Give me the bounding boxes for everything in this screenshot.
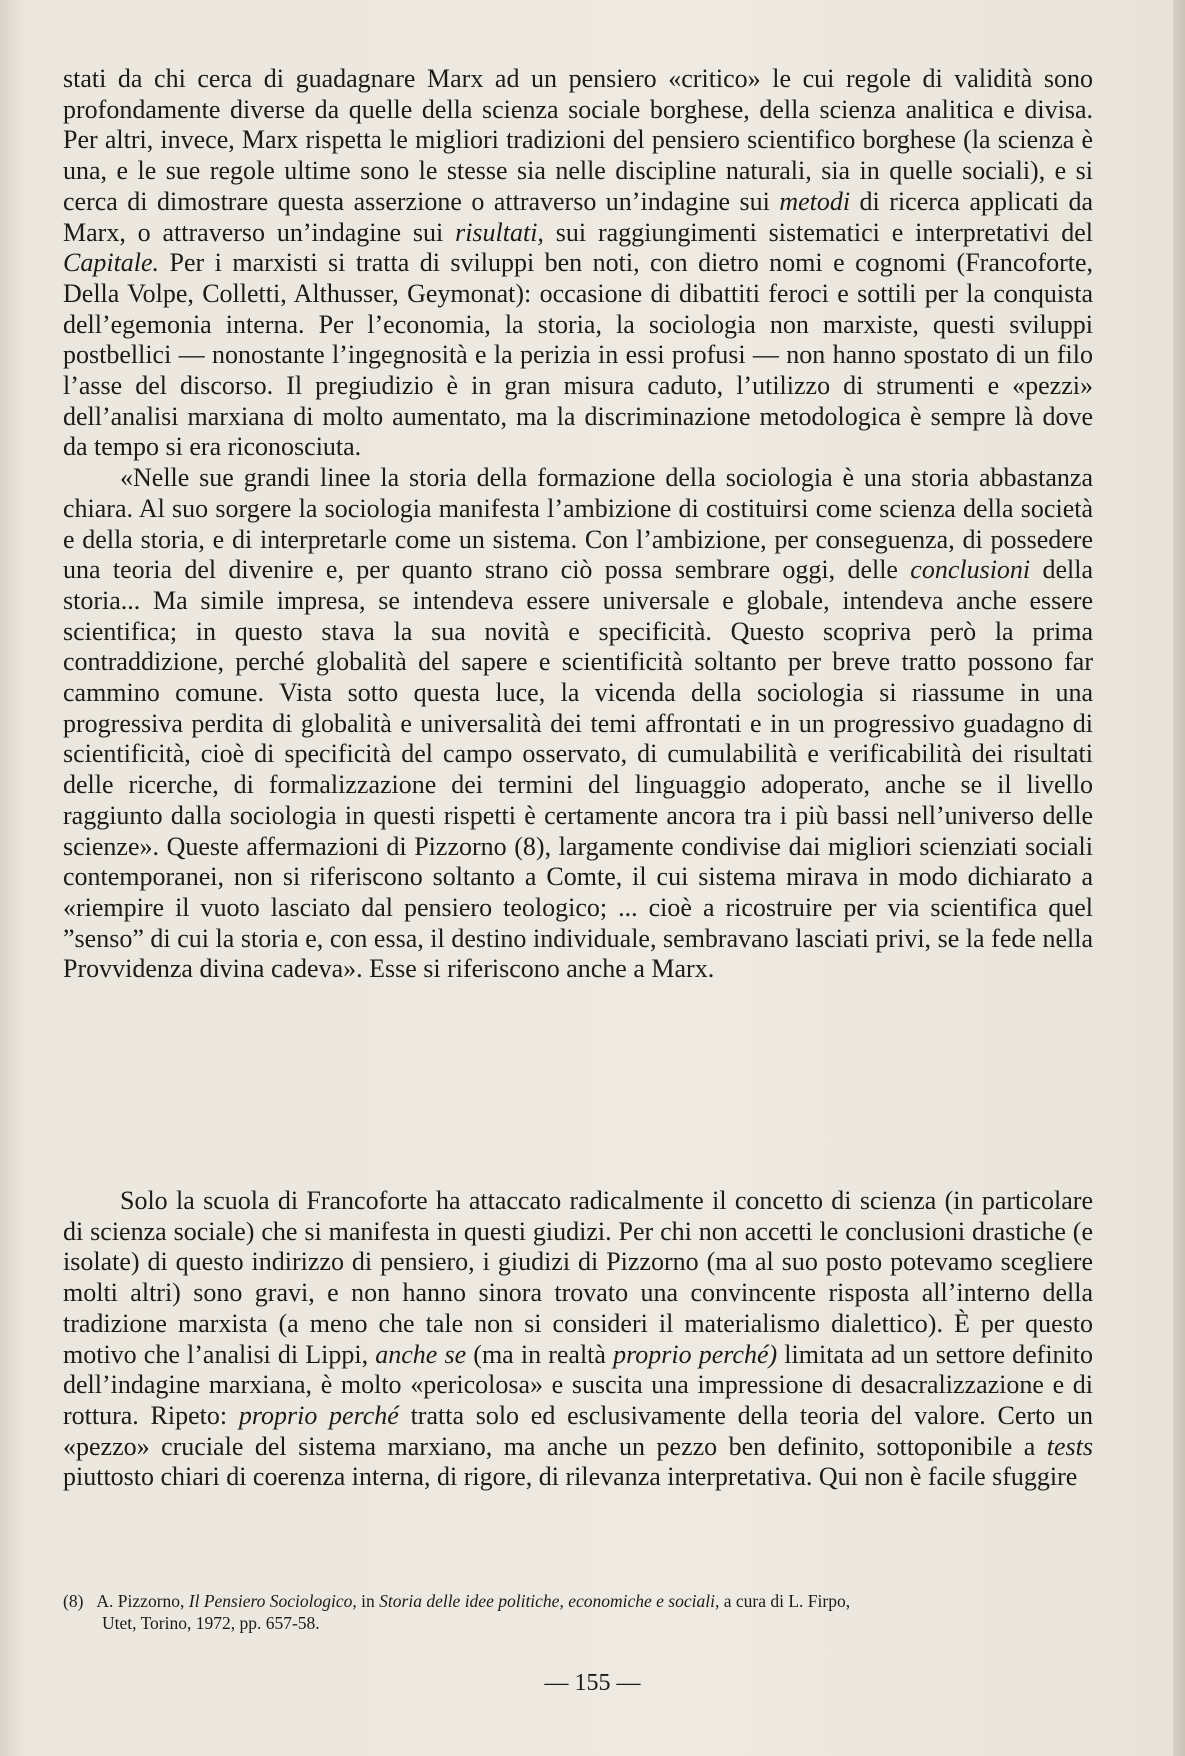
footnote-number: (8): [63, 1591, 84, 1611]
paragraph-2: «Nelle sue grandi linee la storia della formazione della sociologia è una storia abbastanza chiara. Al suo sorgere la sociologia manifesta l’ambizione di costituirsi come scienza della società e della storia, e di interpretarle come un sistema. Con l’ambizione, per conseguenza, di possedere una teoria del divenire e, per quanto strano ciò possa sembrare oggi, delle conclusioni della storia... Ma simile impresa, se intendeva essere universale e globale, intendeva anche essere scientifica; in questo stava la sua novità e specificità. Questo scopriva però la prima contraddizione, perché globalità del sapere e scientificità soltanto per breve tratto possono far cammino comune. Vista sotto questa luce, la vicenda della sociologia si riassume in una progressiva perdita di globalità e universalità dei temi affrontati e in un progressivo guadagno di scientificità, cioè di specificità del campo osservato, di cumulabilità e verificabilità dei risultati delle ricerche, di formalizzazione dei termini del linguaggio adoperato, anche se il livello raggiunto dalla sociologia in questi rispetti è certamente ancora tra i più bassi nell’universo delle scienze». Queste affermazioni di Pizzorno (8), largamente condivise dai migliori scienziati sociali contemporanei, non si riferiscono soltanto a Comte, il cui sistema mirava in modo dichiarato a «riempire il vuoto lasciato dal pensiero teologico; ... cioè a ricostruire per via scientifica quel ”senso” di cui la storia e, con essa, il destino individuale, sembravano lasciati privi, se la fede nella Provvidenza divina cadeva». Esse si riferiscono anche a Marx.: [63, 463, 1093, 984]
main-text-block-2: [63, 1186, 1093, 1493]
page-edge: [1173, 0, 1185, 1756]
paragraph-1: stati da chi cerca di guadagnare Marx ad un pensiero «critico» le cui regole di validità sono profondamente diverse da quelle della scienza sociale borghese, della scienza analitica e divisa. Per altri, invece, Marx rispetta le migliori tradizioni del pensiero scientifico borghese (la scienza è una, e le sue regole ultime sono le stesse sia nelle discipline naturali, sia in quelle sociali), e si cerca di dimostrare questa asserzione o attraverso un’indagine sui metodi di ricerca applicati da Marx, o attraverso un’indagine sui risultati, sui raggiungimenti sistematici e interpretativi del Capitale. Per i marxisti si tratta di sviluppi ben noti, con dietro nomi e cognomi (Francoforte, Della Volpe, Colletti, Althusser, Geymonat): occasione di dibattiti feroci e sottili per la conquista dell’egemonia interna. Per l’economia, la storia, la sociologia non marxiste, questi sviluppi postbellici — nonostante l’ingegnosità e la perizia in essi profusi — non hanno spostato di un filo l’asse del discorso. Il pregiudizio è in gran misura caduto, l’utilizzo di strumenti e «pezzi» dell’analisi marxiana di molto aumentato, ma la discriminazione metodologica è sempre là dove da tempo si era riconosciuta.: [63, 64, 1093, 462]
paragraph-3: Solo la scuola di Francoforte ha attaccato radicalmente il concetto di scienza (in particolare di scienza sociale) che si manifesta in questi giudizi. Per chi non accetti le conclusioni drastiche (e isolate) di questo indirizzo di pensiero, i giudizi di Pizzorno (ma al suo posto potevamo scegliere molti altri) sono gravi, e non hanno sinora trovato una convincente risposta all’interno della tradizione marxista (a meno che tale non si consideri il materialismo dialettico). È per questo motivo che l’analisi di Lippi, anche se (ma in realtà proprio perché) limitata ad un settore definito dell’indagine marxiana, è molto «pericolosa» e suscita una impressione di desacralizzazione e di rottura. Ripeto: proprio perché tratta solo ed esclusivamente della teoria del valore. Certo un «pezzo» cruciale del sistema marxiano, ma anche un pezzo ben definito, sottoponibile a tests piuttosto chiari di coerenza interna, di rigore, di rilevanza interpretativa. Qui non è facile sfuggire: [63, 1186, 1094, 1492]
footnote: (8) A. Pizzorno, Il Pensiero Sociologico, in Storia delle idee politiche, economiche e sociali, a cura di L. Firpo, Utet, Torino, 1972, pp. 657-58.: [63, 1591, 851, 1633]
page-number: — 155 —: [544, 1670, 641, 1696]
main-text-block-1: [63, 64, 1093, 985]
